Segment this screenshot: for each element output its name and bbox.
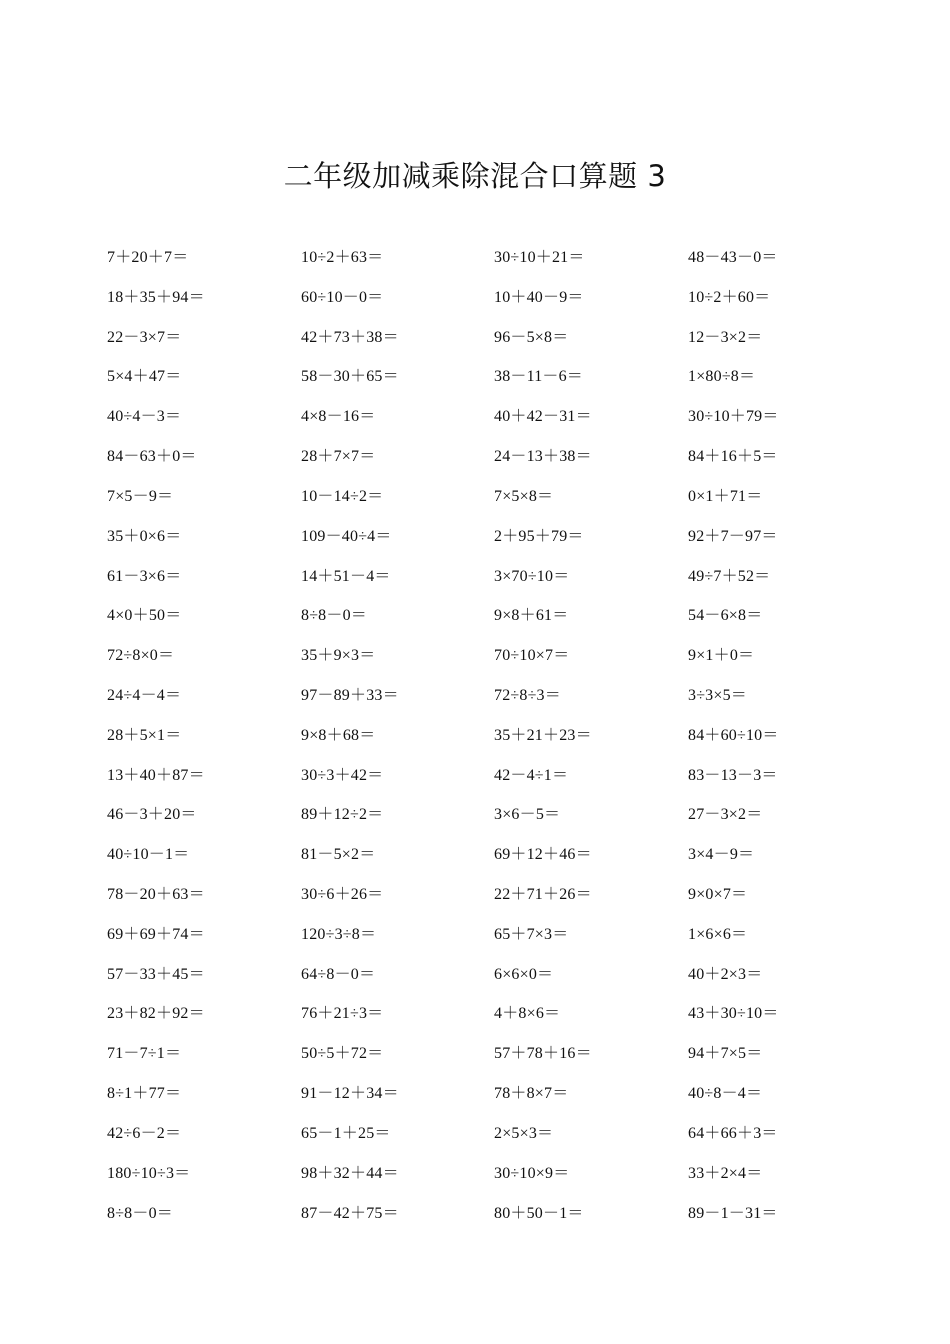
arithmetic-problem: 49÷7＋52＝: [688, 567, 771, 585]
page-title: 二年级加减乘除混合口算题 3: [283, 159, 667, 193]
arithmetic-problem: 69＋12＋46＝: [494, 846, 592, 864]
arithmetic-problem: 10－14÷2＝: [301, 487, 384, 505]
arithmetic-problem: 38－11－6＝: [494, 368, 584, 386]
arithmetic-problem: 98＋32＋44＝: [301, 1164, 399, 1182]
arithmetic-problem: 0×1＋71＝: [688, 487, 763, 505]
arithmetic-problem: 7×5×8＝: [494, 487, 554, 505]
arithmetic-problem: 70÷10×7＝: [494, 647, 570, 665]
arithmetic-problem: 64÷8－0＝: [301, 965, 376, 983]
arithmetic-problem: 40÷8－4＝: [688, 1085, 763, 1103]
arithmetic-problem: 10÷2＋60＝: [688, 288, 771, 306]
arithmetic-problem: 89－1－31＝: [688, 1204, 778, 1222]
arithmetic-problem: 78＋8×7＝: [494, 1085, 569, 1103]
arithmetic-problem: 10÷2＋63＝: [301, 249, 384, 266]
arithmetic-problem: 97－89＋33＝: [301, 686, 399, 704]
arithmetic-problem: 42＋73＋38＝: [301, 328, 399, 346]
arithmetic-problem: 78－20＋63＝: [107, 886, 205, 903]
arithmetic-problem: 48－43－0＝: [688, 249, 778, 266]
arithmetic-problem: 30÷10×9＝: [494, 1164, 570, 1182]
arithmetic-problem: 87－42＋75＝: [301, 1204, 399, 1222]
arithmetic-problem: 72÷8÷3＝: [494, 686, 561, 704]
arithmetic-problem: 12－3×2＝: [688, 328, 763, 346]
arithmetic-problem: 61－3×6＝: [107, 567, 182, 585]
arithmetic-problem: 3×70÷10＝: [494, 567, 570, 585]
arithmetic-problem: 28＋5×1＝: [107, 726, 182, 744]
arithmetic-problem: 40＋2×3＝: [688, 965, 763, 983]
arithmetic-problem: 1×80÷8＝: [688, 368, 756, 386]
arithmetic-problem: 7＋20＋7＝: [107, 249, 189, 266]
arithmetic-problem: 60÷10－0＝: [301, 288, 384, 306]
arithmetic-problem: 2×5×3＝: [494, 1124, 554, 1142]
arithmetic-problem: 24÷4－4＝: [107, 686, 182, 704]
problem-grid: [107, 238, 887, 1233]
arithmetic-problem: 57－33＋45＝: [107, 965, 205, 983]
arithmetic-problem: 84－63＋0＝: [107, 448, 197, 466]
arithmetic-problem: 40＋42－31＝: [494, 408, 592, 426]
arithmetic-problem: 33＋2×4＝: [688, 1164, 763, 1182]
arithmetic-problem: 18＋35＋94＝: [107, 288, 205, 306]
arithmetic-problem: 22－3×7＝: [107, 328, 182, 346]
arithmetic-problem: 58－30＋65＝: [301, 368, 399, 386]
arithmetic-problem: 23＋82＋92＝: [107, 1005, 205, 1023]
arithmetic-problem: 6×6×0＝: [494, 965, 554, 983]
arithmetic-problem: 180÷10÷3＝: [107, 1164, 191, 1182]
arithmetic-problem: 3×4－9＝: [688, 846, 755, 864]
arithmetic-problem: 64＋66＋3＝: [688, 1124, 778, 1142]
arithmetic-problem: 96－5×8＝: [494, 328, 569, 346]
arithmetic-problem: 13＋40＋87＝: [107, 766, 205, 784]
arithmetic-problem: 1×6×6＝: [688, 925, 748, 943]
arithmetic-problem: 28＋7×7＝: [301, 448, 376, 466]
arithmetic-problem: 57＋78＋16＝: [494, 1045, 592, 1063]
arithmetic-problem: 35＋9×3＝: [301, 647, 376, 665]
arithmetic-problem: 5×4＋47＝: [107, 368, 182, 386]
arithmetic-problem: 30÷6＋26＝: [301, 886, 384, 903]
arithmetic-problem: 71－7÷1＝: [107, 1045, 182, 1063]
arithmetic-problem: 83－13－3＝: [688, 766, 778, 784]
arithmetic-problem: 65－1＋25＝: [301, 1124, 391, 1142]
arithmetic-problem: 30÷10＋79＝: [688, 408, 779, 426]
arithmetic-problem: 30÷3＋42＝: [301, 766, 384, 784]
arithmetic-problem: 30÷10＋21＝: [494, 249, 585, 266]
arithmetic-problem: 9×8＋61＝: [494, 607, 569, 625]
arithmetic-problem: 69＋69＋74＝: [107, 925, 205, 943]
arithmetic-problem: 46－3＋20＝: [107, 806, 197, 824]
arithmetic-problem: 7×5－9＝: [107, 487, 174, 505]
arithmetic-problem: 9×0×7＝: [688, 886, 748, 903]
arithmetic-problem: 80＋50－1＝: [494, 1204, 584, 1222]
arithmetic-problem: 4＋8×6＝: [494, 1005, 561, 1023]
arithmetic-problem: 8÷1＋77＝: [107, 1085, 182, 1103]
arithmetic-problem: 84＋60÷10＝: [688, 726, 779, 744]
arithmetic-problem: 22＋71＋26＝: [494, 886, 592, 903]
arithmetic-problem: 40÷10－1＝: [107, 846, 190, 864]
arithmetic-problem: 35＋0×6＝: [107, 527, 182, 545]
arithmetic-problem: 9×1＋0＝: [688, 647, 755, 665]
arithmetic-problem: 3×6－5＝: [494, 806, 561, 824]
arithmetic-problem: 65＋7×3＝: [494, 925, 569, 943]
arithmetic-problem: 40÷4－3＝: [107, 408, 182, 426]
arithmetic-problem: 3÷3×5＝: [688, 686, 748, 704]
arithmetic-problem: 94＋7×5＝: [688, 1045, 763, 1063]
arithmetic-problem: 2＋95＋79＝: [494, 527, 584, 545]
arithmetic-problem: 35＋21＋23＝: [494, 726, 592, 744]
arithmetic-problem: 50÷5＋72＝: [301, 1045, 384, 1063]
arithmetic-problem: 81－5×2＝: [301, 846, 376, 864]
arithmetic-problem: 72÷8×0＝: [107, 647, 175, 665]
arithmetic-problem: 43＋30÷10＝: [688, 1005, 779, 1023]
arithmetic-problem: 91－12＋34＝: [301, 1085, 399, 1103]
arithmetic-problem: 42－4÷1＝: [494, 766, 569, 784]
arithmetic-problem: 89＋12÷2＝: [301, 806, 384, 824]
arithmetic-problem: 9×8＋68＝: [301, 726, 376, 744]
arithmetic-problem: 10＋40－9＝: [494, 288, 584, 306]
arithmetic-problem: 24－13＋38＝: [494, 448, 592, 466]
arithmetic-problem: 42÷6－2＝: [107, 1124, 182, 1142]
arithmetic-problem: 4×0＋50＝: [107, 607, 182, 625]
arithmetic-problem: 8÷8－0＝: [301, 607, 367, 625]
arithmetic-problem: 76＋21÷3＝: [301, 1005, 384, 1023]
arithmetic-problem: 27－3×2＝: [688, 806, 763, 824]
arithmetic-problem: 8÷8－0＝: [107, 1204, 173, 1222]
arithmetic-problem: 54－6×8＝: [688, 607, 763, 625]
arithmetic-problem: 109－40÷4＝: [301, 527, 392, 545]
arithmetic-problem: 14＋51－4＝: [301, 567, 391, 585]
arithmetic-problem: 120÷3÷8＝: [301, 925, 377, 943]
arithmetic-problem: 84＋16＋5＝: [688, 448, 778, 466]
arithmetic-problem: 4×8－16＝: [301, 408, 376, 426]
arithmetic-problem: 92＋7－97＝: [688, 527, 778, 545]
